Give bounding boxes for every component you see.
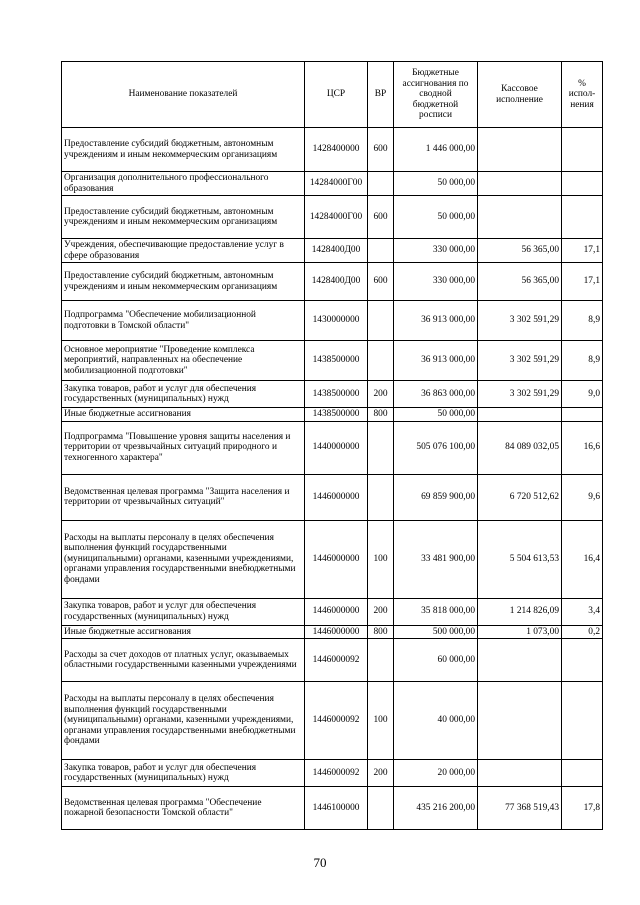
row-cash: [478, 760, 562, 787]
row-csr: 1440000000: [305, 421, 368, 474]
table-row: [62, 128, 603, 172]
row-budget: 36 863 000,00: [394, 381, 478, 408]
row-csr: 14284000Г00: [305, 172, 368, 196]
row-csr: 1446000000: [305, 598, 368, 625]
row-percent: 17,1: [562, 263, 603, 301]
table-row: [62, 239, 603, 263]
row-cash: [478, 639, 562, 682]
row-budget: 69 859 900,00: [394, 474, 478, 520]
row-percent: 17,1: [562, 239, 603, 263]
row-cash: 77 368 519,43: [478, 787, 562, 830]
header-vr: ВР: [368, 62, 394, 128]
row-name: Закупка товаров, работ и услуг для обеспечения государственных (муниципальных) нужд: [62, 381, 305, 408]
row-cash: 5 504 613,53: [478, 520, 562, 598]
row-name: Предоставление субсидий бюджетным, автономным учреждениям и иным некоммерческим организациям: [62, 196, 305, 239]
row-cash: 56 365,00: [478, 239, 562, 263]
row-csr: 1438500000: [305, 341, 368, 381]
table-row: [62, 263, 603, 301]
row-vr: 800: [368, 625, 394, 639]
row-budget: 50 000,00: [394, 196, 478, 239]
row-cash: 1 073,00: [478, 625, 562, 639]
row-csr: 1430000000: [305, 301, 368, 341]
row-csr: 1446000000: [305, 474, 368, 520]
table-row: [62, 341, 603, 381]
row-budget: 50 000,00: [394, 408, 478, 422]
row-budget: 36 913 000,00: [394, 341, 478, 381]
row-vr: [368, 474, 394, 520]
row-name: Иные бюджетные ассигнования: [62, 408, 305, 422]
table-row: [62, 301, 603, 341]
row-budget: 20 000,00: [394, 760, 478, 787]
table-row: [62, 172, 603, 196]
row-csr: 1446000092: [305, 639, 368, 682]
table-row: [62, 421, 603, 474]
row-name: Организация дополнительного профессионального образования: [62, 172, 305, 196]
row-vr: 600: [368, 128, 394, 172]
table-row: [62, 196, 603, 239]
row-name: Подпрограмма "Повышение уровня защиты населения и территории от чрезвычайных ситуаций природного и техногенного характера": [62, 421, 305, 474]
table-row: [62, 520, 603, 598]
header-budget: Бюджетные ассигнования по сводной бюджетной росписи: [394, 62, 478, 128]
row-cash: 3 302 591,29: [478, 301, 562, 341]
table-header-row: [62, 62, 603, 128]
budget-table: [61, 61, 603, 830]
row-vr: [368, 639, 394, 682]
row-percent: 17,8: [562, 787, 603, 830]
row-cash: 3 302 591,29: [478, 341, 562, 381]
row-name: Основное мероприятие "Проведение комплекса мероприятий, направленных на обеспечение мобилизационной подготовки": [62, 341, 305, 381]
row-cash: [478, 682, 562, 760]
table-row: [62, 625, 603, 639]
row-csr: 1446000000: [305, 520, 368, 598]
row-percent: 8,9: [562, 341, 603, 381]
row-csr: 1428400Д00: [305, 239, 368, 263]
row-name: Учреждения, обеспечивающие предоставление услуг в сфере образования: [62, 239, 305, 263]
row-percent: 9,6: [562, 474, 603, 520]
row-vr: [368, 301, 394, 341]
row-vr: 600: [368, 263, 394, 301]
row-name: Расходы на выплаты персоналу в целях обеспечения выполнения функций государственными (муниципальными) органами, казенными учреждениями, органами управления государственными внебюджетными фондами: [62, 520, 305, 598]
row-percent: [562, 639, 603, 682]
row-budget: 35 818 000,00: [394, 598, 478, 625]
row-cash: 1 214 826,09: [478, 598, 562, 625]
table-row: [62, 474, 603, 520]
table-row: [62, 787, 603, 830]
table-row: [62, 639, 603, 682]
header-percent: % испол-нения: [562, 62, 603, 128]
row-budget: 330 000,00: [394, 239, 478, 263]
row-percent: [562, 408, 603, 422]
row-name: Предоставление субсидий бюджетным, автономным учреждениям и иным некоммерческим организациям: [62, 128, 305, 172]
row-cash: 6 720 512,62: [478, 474, 562, 520]
row-name: Ведомственная целевая программа "Обеспечение пожарной безопасности Томской области": [62, 787, 305, 830]
row-csr: 1446000092: [305, 682, 368, 760]
table-row: [62, 682, 603, 760]
row-percent: [562, 760, 603, 787]
row-csr: 1428400000: [305, 128, 368, 172]
row-csr: 1438500000: [305, 408, 368, 422]
row-cash: [478, 172, 562, 196]
page-number: 70: [313, 855, 327, 870]
row-cash: 3 302 591,29: [478, 381, 562, 408]
row-vr: [368, 239, 394, 263]
row-cash: 84 089 032,05: [478, 421, 562, 474]
row-percent: 8,9: [562, 301, 603, 341]
row-vr: 100: [368, 682, 394, 760]
row-vr: [368, 172, 394, 196]
row-name: Иные бюджетные ассигнования: [62, 625, 305, 639]
row-percent: [562, 196, 603, 239]
row-budget: 36 913 000,00: [394, 301, 478, 341]
row-percent: 3,4: [562, 598, 603, 625]
row-name: Предоставление субсидий бюджетным, автономным учреждениям и иным некоммерческим организациям: [62, 263, 305, 301]
row-percent: [562, 682, 603, 760]
row-percent: 9,0: [562, 381, 603, 408]
row-percent: [562, 128, 603, 172]
header-csr: ЦСР: [305, 62, 368, 128]
row-csr: 1446100000: [305, 787, 368, 830]
row-cash: 56 365,00: [478, 263, 562, 301]
table-row: [62, 598, 603, 625]
row-budget: 50 000,00: [394, 172, 478, 196]
row-percent: 0,2: [562, 625, 603, 639]
row-budget: 500 000,00: [394, 625, 478, 639]
row-name: Расходы за счет доходов от платных услуг, оказываемых областными государственными казенными учреждениями: [62, 639, 305, 682]
row-budget: 60 000,00: [394, 639, 478, 682]
row-budget: 330 000,00: [394, 263, 478, 301]
row-budget: 40 000,00: [394, 682, 478, 760]
row-vr: [368, 421, 394, 474]
row-percent: [562, 172, 603, 196]
row-csr: 1446000000: [305, 625, 368, 639]
row-cash: [478, 408, 562, 422]
row-budget: 505 076 100,00: [394, 421, 478, 474]
row-name: Ведомственная целевая программа "Защита населения и территории от чрезвычайных ситуаций": [62, 474, 305, 520]
row-vr: [368, 787, 394, 830]
table-row: [62, 408, 603, 422]
header-name: Наименование показателей: [62, 62, 305, 128]
row-csr: 1446000092: [305, 760, 368, 787]
row-name: Расходы на выплаты персоналу в целях обеспечения выполнения функций государственными (муниципальными) органами, казенными учреждениями, органами управления государственными внебюджетными фондами: [62, 682, 305, 760]
row-csr: 1428400Д00: [305, 263, 368, 301]
row-budget: 1 446 000,00: [394, 128, 478, 172]
row-cash: [478, 128, 562, 172]
row-vr: 200: [368, 598, 394, 625]
row-cash: [478, 196, 562, 239]
row-name: Закупка товаров, работ и услуг для обеспечения государственных (муниципальных) нужд: [62, 760, 305, 787]
row-csr: 1438500000: [305, 381, 368, 408]
table-row: [62, 381, 603, 408]
row-percent: 16,4: [562, 520, 603, 598]
table-row: [62, 760, 603, 787]
row-budget: 435 216 200,00: [394, 787, 478, 830]
row-vr: [368, 341, 394, 381]
row-name: Подпрограмма "Обеспечение мобилизационной подготовки в Томской области": [62, 301, 305, 341]
header-cash: Кассовое исполнение: [478, 62, 562, 128]
row-vr: 600: [368, 196, 394, 239]
row-percent: 16,6: [562, 421, 603, 474]
row-name: Закупка товаров, работ и услуг для обеспечения государственных (муниципальных) нужд: [62, 598, 305, 625]
row-budget: 33 481 900,00: [394, 520, 478, 598]
row-vr: 200: [368, 381, 394, 408]
row-csr: 14284000Г00: [305, 196, 368, 239]
row-vr: 100: [368, 520, 394, 598]
row-vr: 800: [368, 408, 394, 422]
row-vr: 200: [368, 760, 394, 787]
